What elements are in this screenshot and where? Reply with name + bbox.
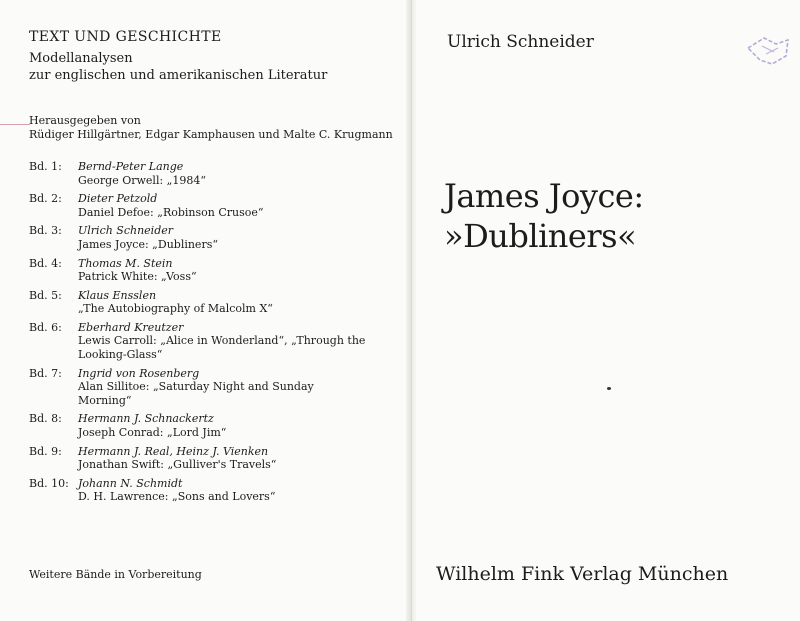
volume-work: Alan Sillitoe: „Saturday Night and Sunday Morning“ <box>78 380 314 407</box>
series-subtitle <box>29 50 327 84</box>
editors-names: Rüdiger Hillgärtner, Edgar Kamphausen und Malte C. Krugmann <box>29 128 393 141</box>
volume-work: George Orwell: „1984“ <box>78 173 206 187</box>
volume-entry <box>29 289 369 316</box>
book-title-line-2: »Dubliners« <box>444 217 637 255</box>
volume-entry <box>29 477 369 504</box>
volume-number: Bd. 10: <box>29 476 69 490</box>
ink-dot <box>607 387 611 390</box>
volume-number: Bd. 3: <box>29 224 62 238</box>
volume-entry <box>29 412 369 439</box>
volume-work: D. H. Lawrence: „Sons and Lovers“ <box>78 490 276 504</box>
volume-entry <box>29 224 369 251</box>
series-subtitle-line-1: Modellanalysen <box>29 51 133 66</box>
series-title: TEXT UND GESCHICHTE <box>29 29 222 45</box>
volume-work: Daniel Defoe: „Robinson Crusoe“ <box>78 205 264 219</box>
volume-author: Johann N. Schmidt <box>78 476 183 490</box>
volume-number: Bd. 1: <box>29 160 62 173</box>
volume-work: Joseph Conrad: „Lord Jim“ <box>78 425 227 439</box>
gutter-fold-line <box>411 0 412 621</box>
volume-entry <box>29 192 369 219</box>
volume-number: Bd. 4: <box>29 256 62 270</box>
volume-entry <box>29 445 369 472</box>
volume-author: Bernd-Peter Lange <box>78 160 184 173</box>
volume-entry <box>29 257 369 284</box>
volume-work: Patrick White: „Voss“ <box>78 270 197 284</box>
series-subtitle-line-2: zur englischen und amerikanischen Literatur <box>29 68 328 83</box>
volume-author: Hermann J. Schnackertz <box>78 412 214 426</box>
editors-label: Herausgegeben von <box>29 114 141 127</box>
volume-number: Bd. 6: <box>29 320 62 334</box>
volume-work: Jonathan Swift: „Gulliver's Travels“ <box>78 458 277 471</box>
volume-work: James Joyce: „Dubliners“ <box>78 237 218 251</box>
book-author: Ulrich Schneider <box>447 32 594 52</box>
volume-number: Bd. 9: <box>29 444 62 458</box>
volume-entry <box>29 367 369 408</box>
volume-author: Thomas M. Stein <box>78 256 173 270</box>
volume-author: Eberhard Kreutzer <box>78 320 184 334</box>
volume-author: Hermann J. Real, Heinz J. Vienken <box>78 444 269 458</box>
book-title <box>444 176 644 256</box>
volume-entry <box>29 160 369 187</box>
volume-author: Dieter Petzold <box>78 192 158 206</box>
forthcoming-note: Weitere Bände in Vorbereitung <box>29 568 202 581</box>
volume-number: Bd. 2: <box>29 192 62 206</box>
volume-author: Klaus Ensslen <box>78 288 157 302</box>
volume-number: Bd. 7: <box>29 366 62 380</box>
volume-author: Ulrich Schneider <box>78 224 174 238</box>
volume-work: „The Autobiography of Malcolm X“ <box>78 302 273 316</box>
volume-work-continued: Looking-Glass“ <box>78 347 163 361</box>
volume-author: Ingrid von Rosenberg <box>78 366 200 380</box>
editors-block <box>29 114 393 142</box>
book-title-line-1: James Joyce: <box>444 177 644 215</box>
volume-work: Lewis Carroll: „Alice in Wonderland“, „Through the <box>78 334 366 348</box>
volume-list <box>29 160 369 509</box>
volume-entry <box>29 321 369 362</box>
volume-number: Bd. 8: <box>29 412 62 426</box>
pen-mark <box>0 124 30 125</box>
publisher: Wilhelm Fink Verlag München <box>436 563 729 585</box>
library-stamp-mark <box>742 30 794 74</box>
volume-number: Bd. 5: <box>29 288 62 302</box>
